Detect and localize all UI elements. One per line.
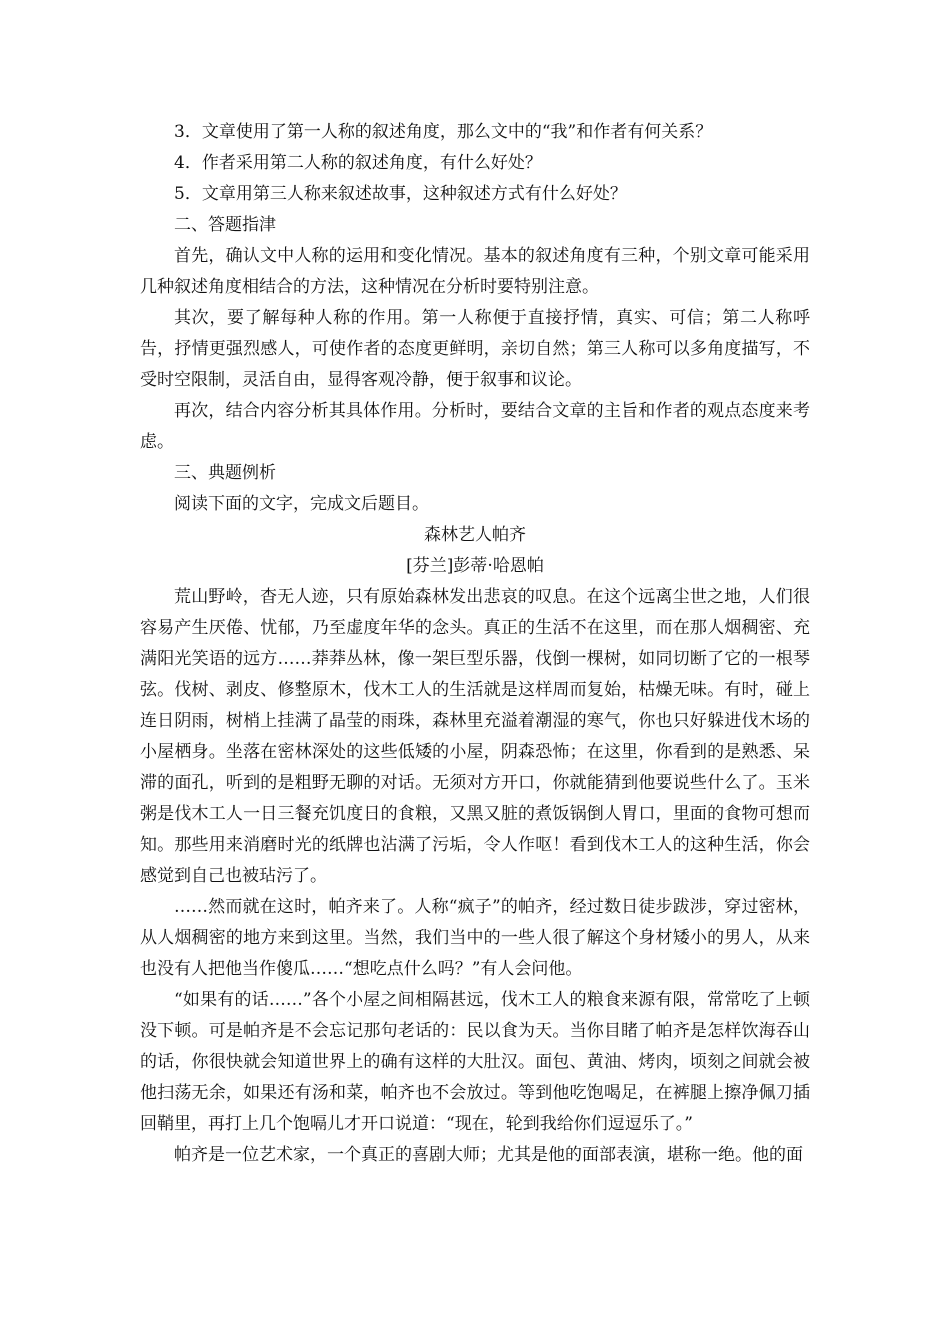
section-heading-example: 三、典题例析 [174,463,276,483]
reading-instruction: 阅读下面的文字，完成文后题目。 [174,494,429,514]
article-author: [芬兰]彭蒂·哈恩帕 [406,556,544,576]
guide-paragraph-1: 首先，确认文中人称的运用和变化情况。基本的叙述角度有三种，个别文章可能采用几种叙述角度相结合的方法，这种情况在分析时要特别注意。 [140,246,810,297]
article-paragraph-2: ……然而就在这时，帕齐来了。人称“疯子”的帕齐，经过数日徒步跋涉，穿过密林，从人烟稠密的地方来到这里。当然，我们当中的一些人很了解这个身材矮小的男人，从来也没有人把他当作傻瓜……“想吃点什么吗？”有人会问他。 [140,897,810,979]
article-paragraph-3: “如果有的话……”各个小屋之间相隔甚远，伐木工人的粮食来源有限，常常吃了上顿没下顿。可是帕齐是不会忘记那句老话的：民以食为天。当你目睹了帕齐是怎样饮海吞山的话，你很快就会知道世界上的确有这样的大肚汉。面包、黄油、烤肉，顷刻之间就会被他扫荡无余，如果还有汤和菜，帕齐也不会放过。等到他吃饱喝足，在裤腿上擦净佩刀插回鞘里，再打上几个饱嗝儿才开口说道：“现在，轮到我给你们逗逗乐了。” [140,990,810,1134]
document-page [140,117,810,1171]
question-4: 4．作者采用第二人称的叙述角度，有什么好处？ [174,153,542,173]
section-heading-answer-guide: 二、答题指津 [174,215,276,235]
article-title: 森林艺人帕齐 [424,525,526,545]
article-paragraph-1: 荒山野岭，杳无人迹，只有原始森林发出悲哀的叹息。在这个远离尘世之地，人们很容易产生厌倦、忧郁，乃至虚度年华的念头。真正的生活不在这里，而在那人烟稠密、充满阳光笑语的远方……莽莽丛林，像一架巨型乐器，伐倒一棵树，如同切断了它的一根琴弦。伐树、剥皮、修整原木，伐木工人的生活就是这样周而复始，枯燥无味。有时，碰上连日阴雨，树梢上挂满了晶莹的雨珠，森林里充溢着潮湿的寒气，你也只好躲进伐木场的小屋栖身。坐落在密林深处的这些低矮的小屋，阴森恐怖；在这里，你看到的是熟悉、呆滞的面孔，听到的是粗野无聊的对话。无须对方开口，你就能猜到他要说些什么了。玉米粥是伐木工人一日三餐充饥度日的食粮，又黑又脏的煮饭锅倒人胃口，里面的食物可想而知。那些用来消磨时光的纸牌也沾满了污垢，令人作呕！看到伐木工人的这种生活，你会感觉到自己也被玷污了。 [140,587,810,886]
guide-paragraph-2: 其次，要了解每种人称的作用。第一人称便于直接抒情，真实、可信；第二人称呼告，抒情更强烈感人，可使作者的态度更鲜明，亲切自然；第三人称可以多角度描写，不受时空限制，灵活自由，显得客观冷静，便于叙事和议论。 [140,308,810,390]
guide-paragraph-3: 再次，结合内容分析其具体作用。分析时，要结合文章的主旨和作者的观点态度来考虑。 [140,401,810,452]
article-paragraph-4: 帕齐是一位艺术家，一个真正的喜剧大师；尤其是他的面部表演，堪称一绝。他的面 [174,1145,803,1165]
question-3: 3．文章使用了第一人称的叙述角度，那么文中的“我”和作者有何关系？ [174,122,713,142]
question-5: 5．文章用第三人称来叙述故事，这种叙述方式有什么好处？ [174,184,627,204]
